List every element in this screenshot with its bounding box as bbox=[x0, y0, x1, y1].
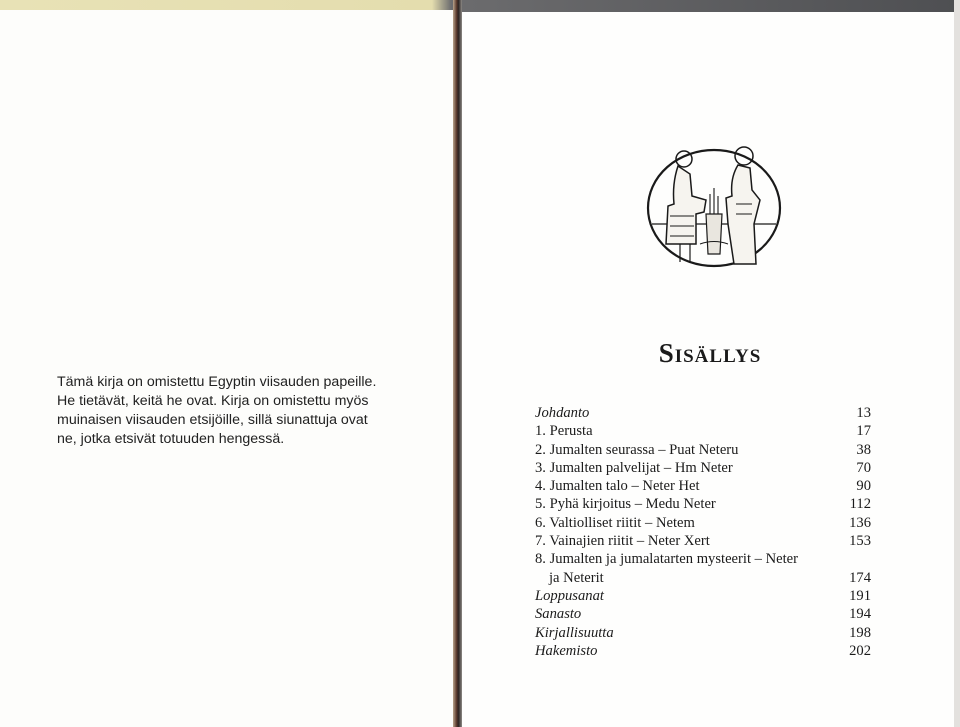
dedication-text bbox=[57, 373, 417, 449]
toc-entry-page: 38 bbox=[856, 441, 871, 458]
toc-entry bbox=[535, 642, 871, 660]
toc-entry-title: 7. Vainajien riitit – Neter Xert bbox=[535, 533, 710, 550]
egyptian-figures-emblem bbox=[644, 144, 784, 274]
toc-entry-title: Hakemisto bbox=[535, 642, 598, 659]
toc-entry bbox=[535, 624, 871, 642]
toc-entry bbox=[535, 441, 871, 459]
toc-title: Sisällys bbox=[658, 338, 762, 368]
dedication-line: ne, jotka etsivät totuuden hengessä. bbox=[57, 431, 285, 447]
toc-entry-title: 4. Jumalten talo – Neter Het bbox=[535, 478, 700, 495]
toc-entry bbox=[535, 532, 871, 550]
toc-entry-title: 6. Valtiolliset riitit – Netem bbox=[535, 514, 695, 531]
scan-edge bbox=[954, 0, 960, 727]
toc-entry-page: 112 bbox=[849, 496, 871, 513]
toc-entry-title-continued: ja Neterit bbox=[549, 569, 604, 586]
dedication-line: He tietävät, keitä he ovat. Kirja on omistettu myös bbox=[57, 393, 369, 409]
toc-entry-title: 1. Perusta bbox=[535, 423, 593, 440]
dedication-line: Tämä kirja on omistettu Egyptin viisauden papeille. bbox=[57, 374, 377, 390]
toc-entry-page: 17 bbox=[856, 423, 871, 440]
toc-entry-page: 153 bbox=[849, 533, 871, 550]
toc-entry-title: 8. Jumalten ja jumalatarten mysteerit – Neter bbox=[535, 551, 799, 568]
toc-entry-page: 194 bbox=[849, 606, 871, 623]
left-page bbox=[0, 10, 453, 727]
dedication-line: muinaisen viisauden etsijöille, sillä siunattuja ovat bbox=[57, 412, 368, 428]
toc-entry-page: 13 bbox=[856, 405, 871, 421]
toc-entry bbox=[535, 605, 871, 623]
toc-entry bbox=[535, 495, 871, 513]
toc-entry bbox=[535, 404, 871, 422]
toc-entry bbox=[535, 550, 871, 587]
toc-entry-page: 198 bbox=[849, 624, 871, 641]
toc-entry-title-block bbox=[535, 550, 837, 587]
toc-entry-title: Sanasto bbox=[535, 606, 582, 623]
toc-entry-page: 136 bbox=[849, 514, 871, 531]
toc-entry-page: 191 bbox=[849, 587, 871, 604]
toc-entry-title: Kirjallisuutta bbox=[535, 624, 614, 641]
toc-entry-page: 70 bbox=[856, 459, 871, 476]
toc-entry-page: 202 bbox=[849, 642, 871, 659]
toc-entry-title: Loppusanat bbox=[535, 587, 604, 604]
toc-entry bbox=[535, 587, 871, 605]
book-gutter bbox=[453, 0, 462, 727]
toc-entry-title: 3. Jumalten palvelijat – Hm Neter bbox=[535, 459, 733, 476]
toc-entry-page: 90 bbox=[856, 478, 871, 495]
toc-entry bbox=[535, 514, 871, 532]
table-of-contents bbox=[535, 404, 871, 660]
toc-entry-title: 2. Jumalten seurassa – Puat Neteru bbox=[535, 441, 739, 458]
toc-entry-title: Johdanto bbox=[535, 405, 590, 421]
toc-entry bbox=[535, 477, 871, 495]
toc-entry-page: 174 bbox=[849, 569, 871, 586]
toc-entry-title: 5. Pyhä kirjoitus – Medu Neter bbox=[535, 496, 716, 513]
toc-entry bbox=[535, 459, 871, 477]
toc-entry bbox=[535, 422, 871, 440]
